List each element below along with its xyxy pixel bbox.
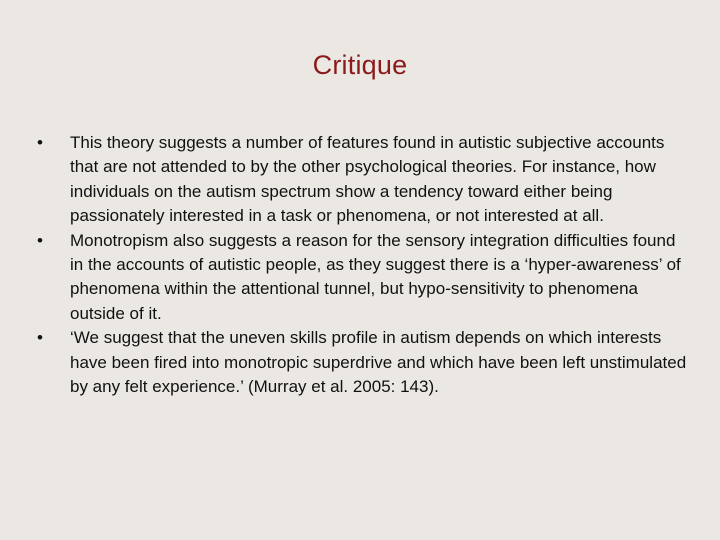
- bullet-icon: •: [37, 230, 43, 250]
- bullet-item: [30, 229, 690, 327]
- bullet-item: [30, 326, 690, 399]
- bullet-text: This theory suggests a number of features found in autistic subjective accounts that are not attended to by the other psychological theories. For instance, how individuals on the autism spectrum show a tendency toward either being passionately interested in a task or phenomena, or not interested at all.: [70, 133, 665, 226]
- bullet-list: [30, 131, 690, 399]
- bullet-text: ‘We suggest that the uneven skills profile in autism depends on which interests have been fired into monotropic superdrive and which have been left unstimulated by any felt experience.’ (Murray et al. 2005: 143).: [70, 328, 687, 397]
- bullet-text: Monotropism also suggests a reason for the sensory integration difficulties found in the accounts of autistic people, as they suggest there is a ‘hyper-awareness’ of phenomena within the attentional tunnel, but hypo-sensitivity to phenomena outside of it.: [70, 230, 681, 323]
- bullet-icon: •: [37, 328, 43, 348]
- bullet-icon: •: [37, 133, 43, 152]
- bullet-item: [30, 131, 690, 229]
- slide-title: Critique: [312, 50, 408, 80]
